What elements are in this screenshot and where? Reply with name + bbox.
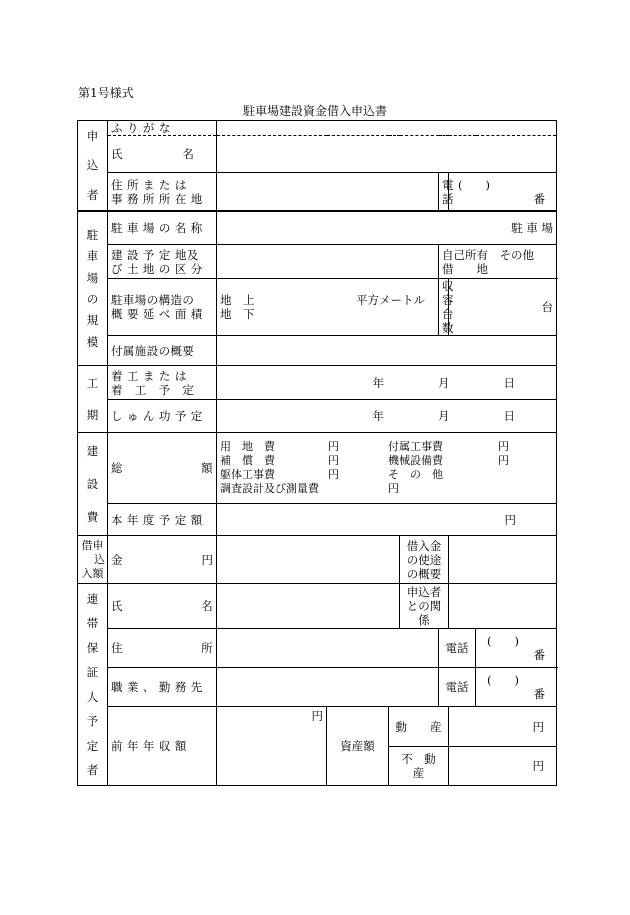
applicant-tel-field[interactable]: ( ) 番: [449, 173, 557, 211]
section-loan-amount: 借申 込 入額: [78, 536, 108, 584]
section-parking-scale-label: 駐 車 場 の 規 模: [78, 212, 108, 366]
applicant-tel-label: 電話: [439, 173, 449, 211]
movable-assets-label: 動 産: [389, 707, 449, 747]
loan-amount-field[interactable]: [217, 536, 400, 584]
form-title: 駐車場建設資金借入申込書: [242, 104, 387, 118]
fy-planned-field[interactable]: 円: [217, 504, 557, 536]
guarantor-occupation-label: 職 業 、 勤 務 先: [108, 668, 217, 707]
construction-start-field[interactable]: 年 月 日: [217, 366, 557, 400]
immovable-assets-label: 不 動 産: [389, 747, 449, 786]
facilities-label: 付属施設の概要: [108, 336, 217, 366]
loan-amount-label: 金 円: [108, 536, 217, 584]
site-options[interactable]: 自己所有 その他 借 地: [439, 245, 557, 279]
parking-scale-table: [77, 211, 557, 786]
parking-name-field[interactable]: 駐 車 場: [217, 212, 557, 245]
loan-use-label: 借入金 の使途 の概要: [400, 536, 449, 584]
furigana-label: ふ り が な: [108, 121, 217, 136]
completion-label: し ゅ ん 功 予 定: [108, 400, 217, 433]
completion-field[interactable]: 年 月 日: [217, 400, 557, 433]
furigana-field[interactable]: [217, 121, 557, 136]
section-guarantor: 連 帯 保 証 人 予 定 者: [78, 584, 108, 786]
construction-start-label: 着 工 ま た は 着 工 予 定: [108, 366, 217, 400]
fy-planned-label: 本 年 度 予 定 額: [108, 504, 217, 536]
application-form-table: [77, 120, 557, 211]
guarantor-name-field[interactable]: [217, 584, 400, 629]
cost-breakdown[interactable]: 用 地 費 円 付属工事費 円 補 償 費 円 機械設備費 円 躯体工事費 円 そ の 他 調査設計及び測量費 円: [217, 433, 557, 504]
guarantor-income-label: 前 年 年 収 額: [108, 707, 217, 786]
guarantor-occupation-tel-label: 電話: [439, 668, 476, 707]
structure-label: 駐車場の構造の 概 要 延 べ 面 積: [108, 279, 217, 336]
capacity-field[interactable]: 台: [449, 279, 557, 336]
parking-name-label: 駐 車 場 の 名 称: [108, 212, 217, 245]
guarantor-tel-field[interactable]: ( ) 番: [476, 629, 557, 668]
immovable-assets-field[interactable]: 円: [449, 747, 557, 786]
guarantor-relation-label: 申込者 との関 係: [400, 584, 449, 629]
applicant-address-field[interactable]: [217, 173, 439, 211]
guarantor-address-field[interactable]: [217, 629, 439, 668]
capacity-label: 収容 台数: [439, 279, 449, 336]
movable-assets-field[interactable]: 円: [449, 707, 557, 747]
applicant-name-label: 氏 名: [108, 136, 217, 173]
guarantor-relation-field[interactable]: [449, 584, 557, 629]
applicant-name-field[interactable]: [217, 136, 557, 173]
section-applicant: 申 込 者: [78, 121, 108, 211]
guarantor-name-label: 氏 名: [108, 584, 217, 629]
form-number: 第1号様式: [78, 86, 134, 100]
site-field[interactable]: [217, 245, 439, 279]
applicant-address-label: 住 所 ま た は 事 務 所 所 在 地: [108, 173, 217, 211]
guarantor-assets-label: 資産額: [327, 707, 389, 786]
total-cost-label: 総 額: [108, 433, 217, 504]
section-period: 工 期: [78, 366, 108, 433]
guarantor-income-field[interactable]: 円: [217, 707, 327, 786]
guarantor-address-label: 住 所: [108, 629, 217, 668]
facilities-field[interactable]: [217, 336, 557, 366]
guarantor-occupation-tel-field[interactable]: ( ) 番: [476, 668, 557, 707]
guarantor-occupation-field[interactable]: [217, 668, 439, 707]
section-cost: 建 設 費: [78, 433, 108, 536]
floor-area-field[interactable]: 地 上 平方メートル 地 下: [217, 279, 439, 336]
guarantor-tel-label: 電話: [439, 629, 476, 668]
loan-use-field[interactable]: [449, 536, 557, 584]
site-label: 建 設 予 定 地及 び 土 地 の 区 分: [108, 245, 217, 279]
